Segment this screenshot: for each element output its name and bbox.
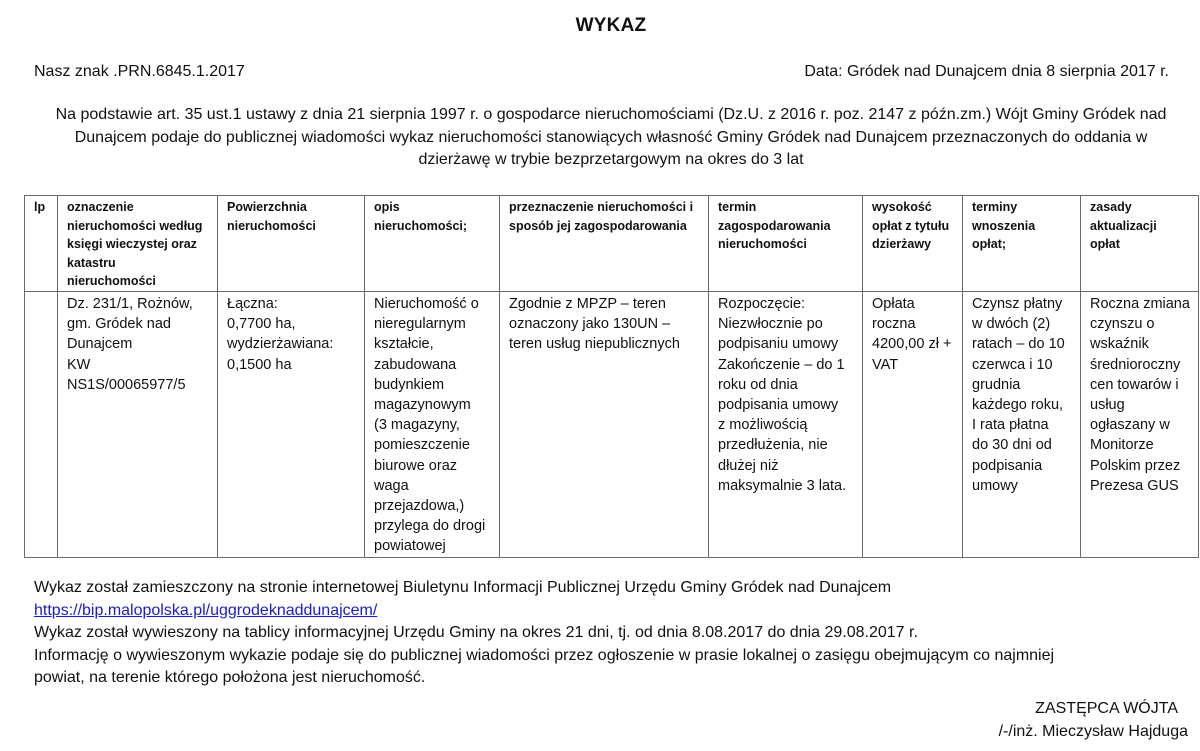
cell-text: 4200,00 zł + — [872, 336, 952, 353]
cell-terminy-wnoszenia — [963, 291, 1081, 557]
cell-termin — [709, 291, 863, 557]
cell-powierzchnia — [218, 291, 365, 557]
cell-text: przedłużenia, nie — [718, 437, 828, 454]
cell-text: wskaźnik — [1090, 336, 1149, 353]
cell-text: podpisania — [972, 457, 1043, 474]
cell-text: nieregularnym — [374, 316, 466, 333]
cell-text: pomieszczenie — [374, 437, 470, 454]
header-text: nieruchomości — [227, 218, 316, 233]
cell-opis — [365, 291, 500, 557]
header-text: sposób jej zagospodarowania — [509, 218, 687, 233]
cell-text: dłużej niż — [718, 457, 779, 474]
cell-przeznaczenie — [500, 291, 709, 557]
cell-text: Dz. 231/1, Rożnów, — [67, 295, 193, 312]
cell-text: przylega do drogi — [374, 518, 486, 535]
cell-text: ratach – do 10 — [972, 336, 1065, 353]
cell-text: wydzierżawiana: — [227, 336, 334, 353]
header-text: nieruchomości — [718, 237, 807, 252]
reference-number: Nasz znak .PRN.6845.1.2017 — [34, 63, 245, 80]
footer-notes — [34, 577, 1194, 690]
cell-text: budynkiem — [374, 376, 445, 393]
header-text: dzierżawy — [872, 237, 932, 252]
cell-text: Rozpoczęcie: — [718, 295, 806, 312]
cell-text: maksymalnie 3 lata. — [718, 477, 847, 494]
cell-text: magazynowym — [374, 396, 471, 413]
footer-line-press-cont: powiat, na terenie którego położona jest nieruchomość. — [34, 669, 426, 686]
cell-text: przejazdowa,) — [374, 498, 465, 514]
intro-line: Dunajcem podaje do publicznej wiadomości wykaz nieruchomości stanowiących własność Gminy Gródek nad Dunajcem przeznaczonych do oddania w — [74, 128, 1148, 146]
cell-text: Zgodnie z MPZP – teren — [509, 295, 666, 312]
cell-wysokosc-oplat — [863, 291, 963, 557]
column-header-powierzchnia — [218, 196, 365, 292]
cell-text: I rata płatna — [972, 417, 1049, 434]
header-text: wnoszenia — [972, 218, 1036, 233]
header-text: opłat z tytułu — [872, 218, 950, 233]
header-text: aktualizacji — [1090, 218, 1157, 233]
cell-text: VAT — [872, 356, 899, 373]
cell-text: Prezesa GUS — [1090, 477, 1179, 494]
cell-oznaczenie — [58, 291, 218, 557]
column-header-terminy-wnoszenia — [963, 196, 1081, 292]
property-list-table — [24, 195, 1199, 558]
cell-text: gm. Gródek nad — [67, 316, 171, 333]
intro-paragraph — [28, 104, 1194, 172]
header-text: nieruchomości — [67, 274, 156, 289]
cell-text: Niezwłocznie po — [718, 316, 823, 333]
cell-text: Roczna zmiana — [1090, 295, 1190, 312]
header-text: katastru — [67, 255, 116, 270]
cell-text: Opłata — [872, 295, 915, 312]
cell-text: Polskim przez — [1090, 457, 1181, 474]
header-text: zasady — [1090, 200, 1132, 214]
cell-text: kształcie, — [374, 336, 434, 353]
cell-text: czerwca i 10 — [972, 356, 1053, 373]
header-text: Powierzchnia — [227, 200, 307, 214]
column-header-lp — [25, 196, 58, 292]
cell-text: Monitorze — [1090, 437, 1154, 454]
header-text: opłat; — [972, 237, 1007, 252]
column-header-zasady-aktualizacji — [1081, 196, 1199, 292]
cell-text: umowy — [972, 477, 1018, 494]
header-text: opłat — [1090, 237, 1120, 252]
cell-text: podpisania umowy — [718, 396, 839, 413]
cell-text: Zakończenie – do 1 — [718, 356, 845, 373]
signature-role: ZASTĘPCA WÓJTA — [1035, 700, 1178, 717]
header-text: nieruchomości; — [374, 218, 468, 233]
table-header-row — [25, 196, 1199, 292]
cell-text: cen towarów i — [1090, 376, 1179, 393]
cell-text: roku od dnia — [718, 376, 798, 393]
footer-line-posting: Wykaz został wywieszony na tablicy informacyjnej Urzędu Gminy na okres 21 dni, tj. od dnia 8.08.2017 do dnia 29.08.2017 r. — [34, 624, 918, 641]
table-row — [25, 291, 1199, 557]
cell-text: NS1S/00065977/5 — [67, 376, 186, 393]
cell-text: grudnia — [972, 376, 1021, 393]
column-header-termin — [709, 196, 863, 292]
column-header-przeznaczenie — [500, 196, 709, 292]
cell-lp — [25, 291, 58, 557]
cell-text: w dwóch (2) — [972, 316, 1051, 333]
cell-text: podpisaniu umowy — [718, 336, 839, 353]
footer-line-bip: Wykaz został zamieszczony na stronie internetowej Biuletynu Informacji Publicznej Urzędu Gminy Gródek nad Dunajcem — [34, 579, 892, 596]
intro-line: Na podstawie art. 35 ust.1 ustawy z dnia 21 sierpnia 1997 r. o gospodarce nieruchomościami (Dz.U. z 2016 r. poz. 2147 z późn.zm.) Wójt Gminy Gródek nad — [55, 106, 1167, 123]
header-text: oznaczenie — [67, 200, 134, 214]
cell-text: Dunajcem — [67, 336, 133, 353]
header-text: lp — [34, 200, 46, 214]
cell-text: teren usług niepublicznych — [509, 336, 680, 353]
cell-text: 0,7700 ha, — [227, 316, 296, 333]
cell-text: biurowe oraz — [374, 457, 458, 474]
table-body — [25, 291, 1199, 557]
cell-text: każdego roku, — [972, 396, 1064, 413]
cell-text: Czynsz płatny — [972, 295, 1063, 312]
column-header-wysokosc-oplat — [863, 196, 963, 292]
header-text: terminy — [972, 200, 1018, 214]
cell-text: roczna — [872, 316, 916, 333]
column-header-oznaczenie — [58, 196, 218, 292]
cell-text: 0,1500 ha — [227, 356, 292, 373]
cell-text: ogłaszany w — [1090, 417, 1170, 434]
cell-text: usług — [1090, 396, 1125, 413]
bip-link[interactable]: https://bip.malopolska.pl/uggrodeknaddunajcem/ — [34, 601, 378, 619]
header-text: wysokość — [872, 200, 932, 214]
cell-text: oznaczony jako 130UN – — [509, 316, 671, 333]
cell-text: waga — [374, 477, 409, 494]
cell-text: czynszu o — [1090, 316, 1155, 333]
cell-text: zabudowana — [374, 356, 457, 373]
cell-text: średnioroczny — [1090, 356, 1181, 373]
document-date: Data: Gródek nad Dunajcem dnia 8 sierpnia 2017 r. — [804, 63, 1169, 80]
cell-text: do 30 dni od — [972, 437, 1052, 454]
footer-line-press: Informację o wywieszonym wykazie podaje się do publicznej wiadomości przez ogłoszenie w prasie lokalnej o zasięgu obejmującym co najmniej — [34, 646, 1055, 664]
header-text: księgi wieczystej oraz — [67, 237, 197, 252]
cell-text: (3 magazyny, — [374, 417, 460, 434]
column-header-opis — [365, 196, 500, 292]
signature-block — [999, 698, 1188, 743]
signature-name: /-/inż. Mieczysław Hajduga — [998, 722, 1188, 740]
cell-text: KW — [67, 356, 91, 373]
header-text: przeznaczenie nieruchomości i — [509, 200, 694, 214]
header-text: nieruchomości według — [67, 218, 203, 233]
header-text: zagospodarowania — [718, 218, 831, 233]
cell-text: Łączna: — [227, 295, 278, 312]
cell-zasady-aktualizacji — [1081, 291, 1199, 557]
intro-line: dzierżawę w trybie bezprzetargowym na okres do 3 lat — [418, 151, 804, 168]
cell-text: Nieruchomość o — [374, 295, 479, 312]
header-text: opis — [374, 200, 400, 214]
cell-text: z możliwością — [718, 417, 808, 434]
header-text: termin — [718, 200, 757, 214]
cell-text: powiatowej — [374, 538, 446, 555]
document-title: WYKAZ — [575, 15, 647, 36]
